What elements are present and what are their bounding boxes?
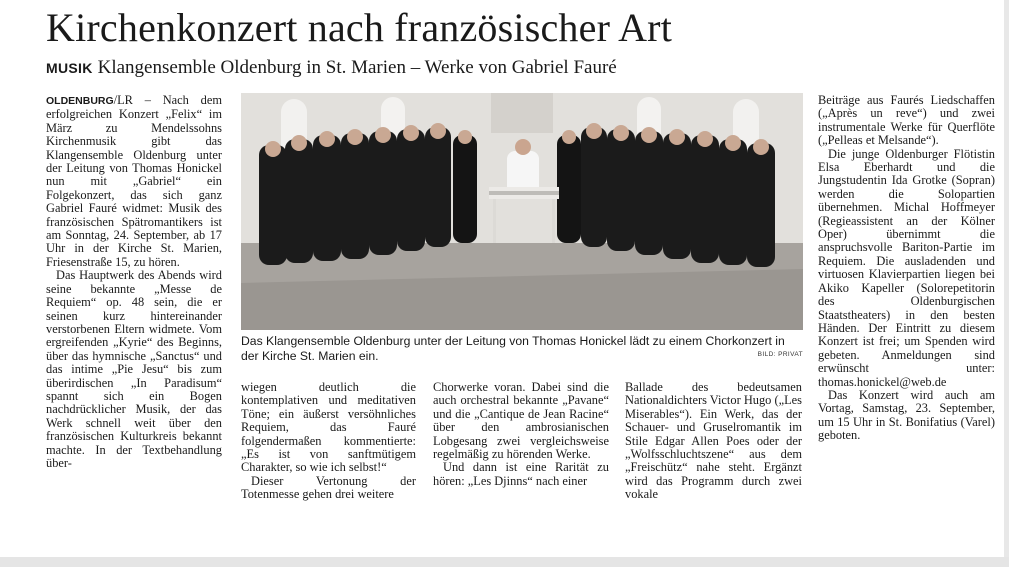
article-column-5 bbox=[818, 94, 995, 443]
column-3-paragraph-2: Und dann ist eine Rarität zu hören: „Les Djinns“ nach einer bbox=[433, 460, 609, 488]
kicker-label: MUSIK bbox=[46, 60, 93, 76]
column-5-paragraph-2: Die junge Oldenburger Flötistin Elsa Eberhardt und die Jungstudentin Ida Grotke (Sopran) werden die Solopartien übernehmen. Michal Hoffmeyer (Regieassistent an der Kölner Oper) übernimmt die anspruchsvolle Bariton-Partie im Requiem. Die ausladenden und virtuosen Klavierpartien liegen bei Akiko Kapeller (Solorepetitorin des Oldenburgischen Staatstheaters) in den besten Händen. Der Eintritt zu diesem Konzert ist frei; um Spenden wird gebeten. Anmeldungen sind erwünscht unter: thomas.honickel@web.de bbox=[818, 146, 995, 389]
column-3-paragraph-1: Chorwerke voran. Dabei sind die auch orchestral bekannte „Pavane“ und die „Cantique de Jean Racine“ über den ambrosianischen Lobgesang zwei vergleichsweise regelmäßig zu hörenden Werke. bbox=[433, 380, 609, 462]
photo-credit: BILD: PRIVAT bbox=[757, 350, 803, 358]
dateline: OLDENBURG bbox=[46, 95, 114, 107]
column-2-paragraph-1: wiegen deutlich die kontemplativen und meditativen Töne; ein äußerst versöhnliches Requiem, das Fauré folgendermaßen kommentierte: „Es ist von sanftmütigem Charakter, so wie ich selbst!“ bbox=[241, 380, 416, 475]
article-column-1 bbox=[46, 94, 222, 470]
article-column-2 bbox=[241, 381, 416, 502]
bottom-footer-bar bbox=[0, 557, 1009, 567]
article-column-3 bbox=[433, 381, 609, 488]
subheadline: Klangensemble Oldenburg in St. Marien – Werke von Gabriel Fauré bbox=[97, 57, 617, 78]
photo-caption-text: Das Klangensemble Oldenburg unter der Leitung von Thomas Honickel lädt zu einem Chorkonzert in der Kirche St. Marien ein. bbox=[241, 334, 785, 363]
column-1-paragraph-2: Das Hauptwerk des Abends wird seine bekannte „Messe de Requiem“ op. 48 sein, die er seinen kurz hintereinander verstorbenen Eltern widmete. Vom ergreifenden „Kyrie“ des Beginns, über das hymnische „Sanctus“ und das intime „Pie Jesu“ bis zum überirdischen „In Paradisum“ spannt sich ein Bogen nachdrücklicher Musik, der das Werk schnell weit über den französischen Kulturkreis bekannt machte. In der Textbehandlung über- bbox=[46, 268, 222, 470]
photo-caption bbox=[241, 334, 803, 363]
column-5-paragraph-1: Beiträge aus Faurés Liedschaffen („Après un reve“) und zwei instrumentale Werke für Querflöte („Pelleas et Melsande“). bbox=[818, 93, 995, 148]
choir-photo bbox=[241, 93, 803, 330]
headline: Kirchenkonzert nach französischer Art bbox=[46, 5, 673, 50]
right-page-edge bbox=[1004, 0, 1009, 557]
choir-photo-illustration bbox=[241, 93, 803, 330]
column-2-paragraph-2: Dieser Vertonung der Totenmesse gehen drei weitere bbox=[241, 473, 416, 502]
article-column-4 bbox=[625, 381, 802, 502]
column-5-paragraph-3: Das Konzert wird auch am Vortag, Samstag, 23. September, um 15 Uhr in St. Bonifatius (Varel) geboten. bbox=[818, 387, 995, 443]
column-1-paragraph-1: /LR – Nach dem erfolgreichen Konzert „Felix“ im März zu Mendelssohns Kirchenmusik gibt das Klangensemble Oldenburg unter der Leitung von Thomas Honickel nun mit „Gabriel“ ein Folgekonzert, das sich ganz Gabriel Fauré widmet: Musik des französischen Spätromantikers ist am Sonntag, 24. September, ab 17 Uhr in der Kirche St. Marien, Friesenstraße 15, zu hören. bbox=[46, 93, 222, 269]
subheadline-row bbox=[46, 56, 617, 80]
column-4-paragraph-1: Ballade des bedeutsamen Nationaldichters Victor Hugo („Les Miserables“). Ein Werk, das der Schauer- und Gruselromantik im Stile Edgar Allen Poes oder der „Wolfsschluchtszene“ aus dem „Freischütz“ nahe steht. Ergänzt wird das Programm durch zwei vokale bbox=[625, 380, 802, 502]
